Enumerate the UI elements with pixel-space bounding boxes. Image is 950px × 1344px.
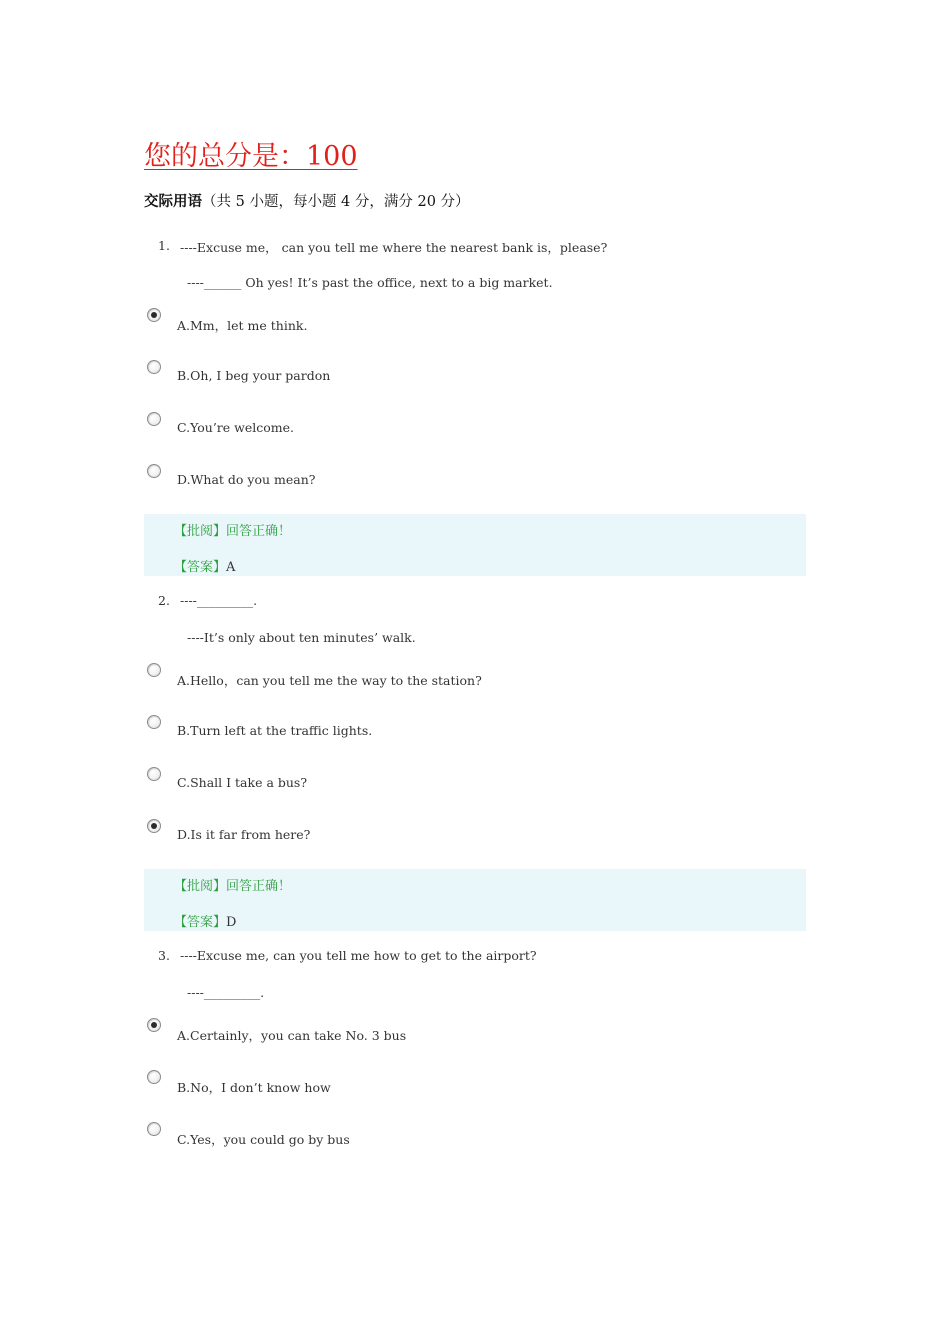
section-info: （共 5 小题，每小题 4 分，满分 20 分）: [202, 194, 470, 210]
q1-option-d-label: D.What do you mean?: [177, 472, 316, 487]
q1-answer-value: A: [226, 560, 236, 575]
question-2-line2: ----It’s only about ten minutes’ walk.: [187, 630, 416, 645]
q2-option-d-radio[interactable]: [147, 819, 161, 833]
q3-option-c-radio[interactable]: [147, 1122, 161, 1136]
question-1-number: 1.: [158, 238, 170, 253]
q2-answer-value: D: [226, 915, 237, 930]
q3-option-c-label: C.Yes，you could go by bus: [177, 1132, 350, 1147]
q2-option-b-label: B.Turn left at the traffic lights.: [177, 723, 373, 738]
question-3-line1: ----Excuse me, can you tell me how to get to the airport?: [180, 948, 537, 963]
question-1-line1: ----Excuse me， can you tell me where the nearest bank is，please?: [180, 240, 608, 255]
section-header: [144, 190, 470, 211]
q1-option-d-radio[interactable]: [147, 464, 161, 478]
q2-option-a-label: A.Hello，can you tell me the way to the station?: [177, 673, 482, 688]
question-2-line1: ----_________.: [180, 593, 258, 608]
q3-option-b-label: B.No，I don’t know how: [177, 1080, 331, 1095]
q2-option-a-radio[interactable]: [147, 663, 161, 677]
question-2-number: 2.: [158, 593, 170, 608]
q1-option-a-label: A.Mm，let me think.: [177, 318, 308, 333]
q1-feedback-comment: 【批阅】回答正确！: [174, 524, 292, 539]
q2-option-c-radio[interactable]: [147, 767, 161, 781]
q1-option-c-radio[interactable]: [147, 412, 161, 426]
q2-option-c-label: C.Shall I take a bus?: [177, 775, 308, 790]
q1-feedback-answer: [174, 556, 235, 575]
q1-feedback-box: [144, 514, 806, 576]
section-title: 交际用语: [144, 193, 202, 210]
q3-option-a-radio[interactable]: [147, 1018, 161, 1032]
q1-option-b-label: B.Oh, I beg your pardon: [177, 368, 331, 383]
q2-feedback-answer: [174, 911, 236, 930]
q2-option-b-radio[interactable]: [147, 715, 161, 729]
q2-feedback-box: [144, 869, 806, 931]
question-3-number: 3.: [158, 948, 170, 963]
q2-feedback-comment: 【批阅】回答正确！: [174, 879, 292, 894]
q3-option-b-radio[interactable]: [147, 1070, 161, 1084]
q1-option-c-label: C.You’re welcome.: [177, 420, 294, 435]
q2-option-d-label: D.Is it far from here?: [177, 827, 311, 842]
q1-option-a-radio[interactable]: [147, 308, 161, 322]
total-score-heading: 您的总分是：100: [144, 141, 358, 172]
q2-answer-label: 【答案】: [174, 915, 227, 930]
question-1-line2: ----______ Oh yes! It’s past the office, next to a big market.: [187, 275, 553, 290]
q1-option-b-radio[interactable]: [147, 360, 161, 374]
question-3-line2: ----_________.: [187, 985, 265, 1000]
q3-option-a-label: A.Certainly，you can take No. 3 bus: [177, 1028, 407, 1043]
q1-answer-label: 【答案】: [174, 560, 227, 575]
